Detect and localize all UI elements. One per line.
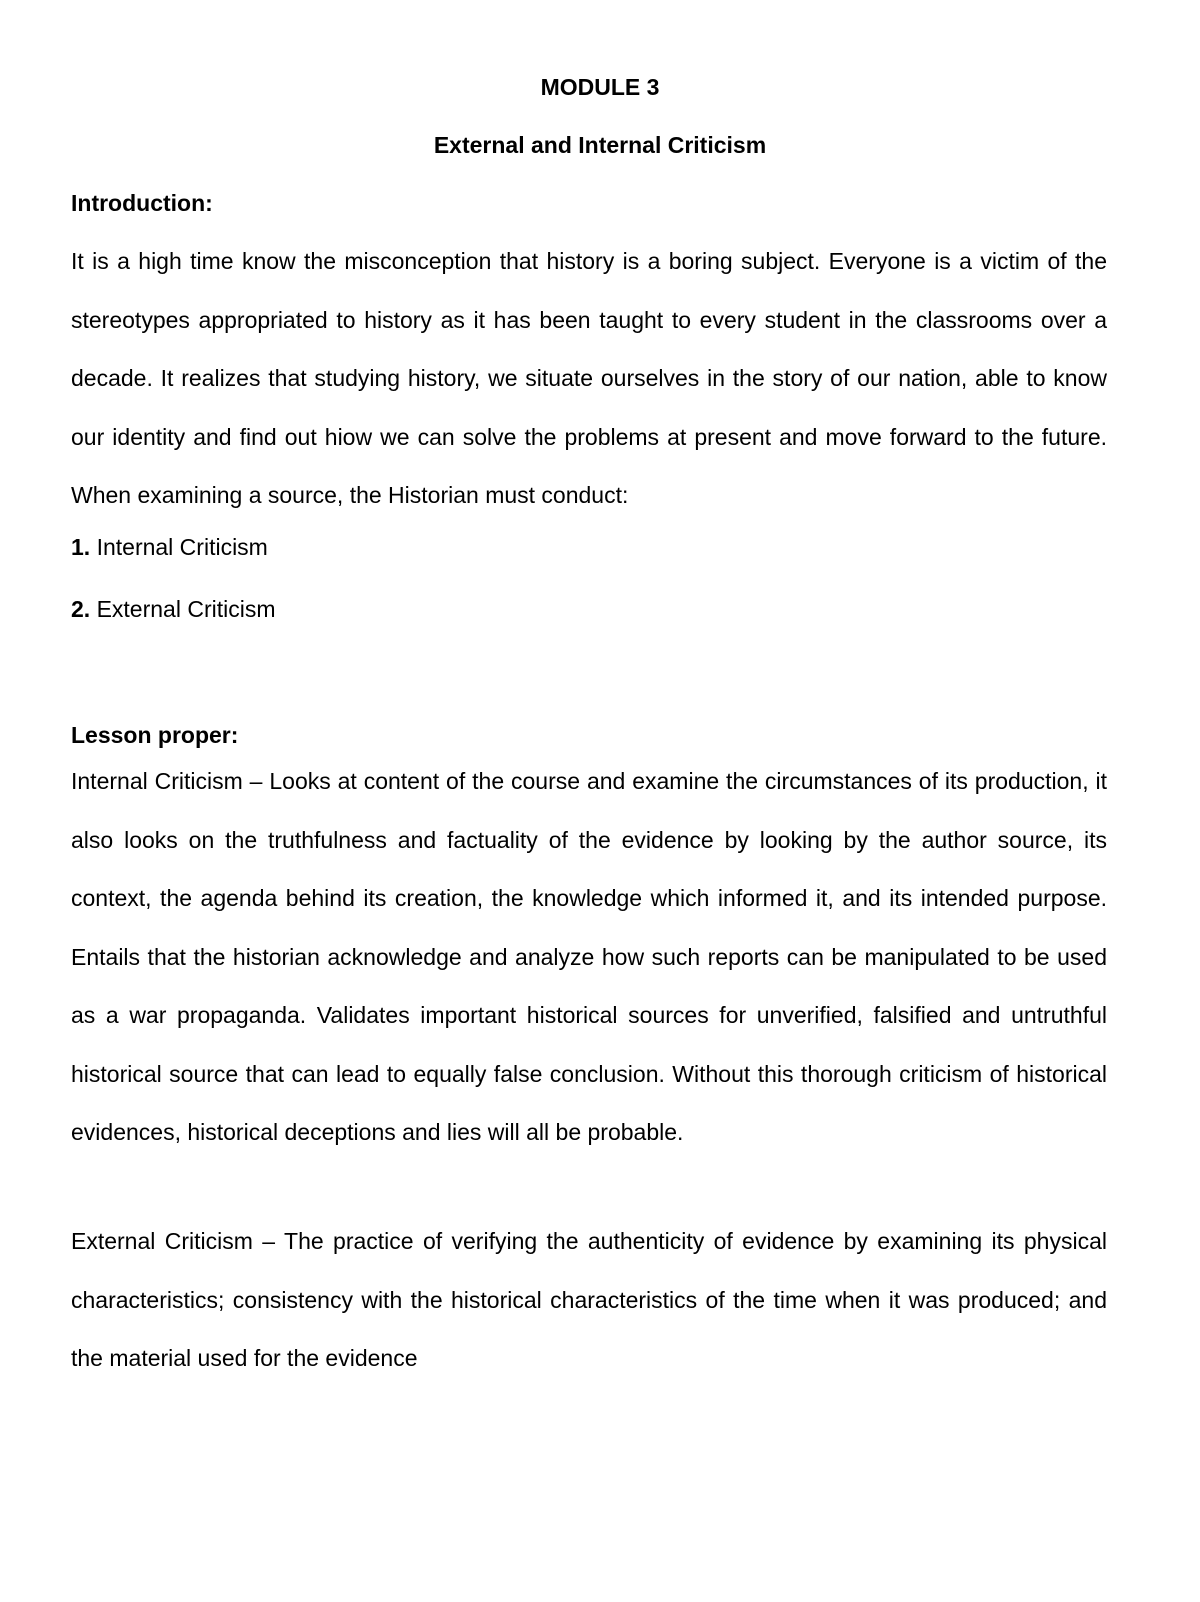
module-title: MODULE 3 bbox=[540, 74, 660, 100]
list-number: 2. bbox=[71, 596, 91, 622]
list-number: 1. bbox=[71, 534, 91, 560]
document-subtitle: External and Internal Criticism bbox=[433, 132, 767, 158]
list-item-internal-criticism bbox=[71, 532, 268, 562]
introduction-heading: Introduction: bbox=[71, 190, 213, 216]
list-text: External Criticism bbox=[96, 596, 276, 622]
introduction-paragraph: It is a high time know the misconception that history is a boring subject. Everyone is a victim of the stereotypes appropriated to history as it has been taught to every student in the classrooms over a decade. It realizes that studying history, we situate ourselves in the story of our nation, able to know our identity and find out hiow we can solve the problems at present and move forward to the future. When examining a source, the Historian must conduct: bbox=[71, 248, 1107, 508]
external-criticism-paragraph: External Criticism – The practice of verifying the authenticity of evidence by examining its physical characteristics; consistency with the historical characteristics of the time when it was produced; and the material used for the evidence bbox=[71, 1228, 1107, 1371]
list-item-external-criticism bbox=[71, 594, 276, 624]
lesson-proper-heading: Lesson proper: bbox=[71, 722, 239, 748]
internal-criticism-paragraph: Internal Criticism – Looks at content of the course and examine the circumstances of its production, it also looks on the truthfulness and factuality of the evidence by looking by the author source, its context, the agenda behind its creation, the knowledge which informed it, and its intended purpose. Entails that the historian acknowledge and analyze how such reports can be manipulated to be used as a war propaganda. Validates important historical sources for unverified, falsified and untruthful historical source that can lead to equally false conclusion. Without this thorough criticism of historical evidences, historical deceptions and lies will all be probable. bbox=[71, 768, 1107, 1145]
list-text: Internal Criticism bbox=[96, 534, 268, 560]
